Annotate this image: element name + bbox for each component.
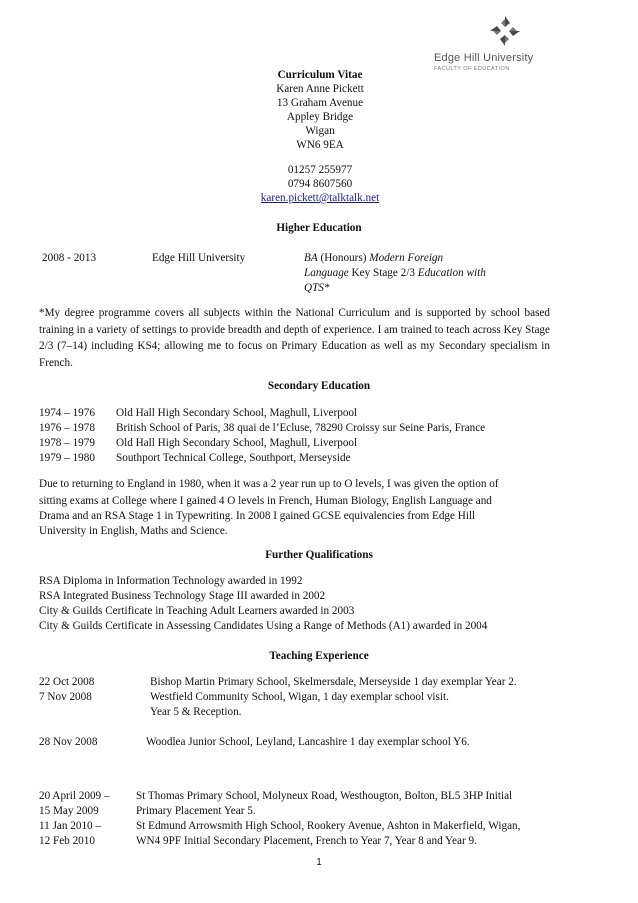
secondary-note-line: Drama and an RSA Stage 1 in Typewriting. In 2008 I gained GCSE equivalencies from Edge Hill [39,510,476,522]
secondary-note-line: Due to returning to England in 1980, when it was a 2 year run up to O levels, I was given the option of [39,478,499,490]
phone-landline: 01257 255977 [287,164,353,176]
secondary-row-school: Old Hall High Secondary School, Maghull, Liverpool [116,437,358,449]
teaching-date: 12 Feb 2010 [39,835,95,847]
secondary-note-line: University in English, Maths and Science. [39,525,228,537]
secondary-row-school: Old Hall High Secondary School, Maghull, Liverpool [116,407,358,419]
secondary-note-line: sitting exams at College where I gained 4 O levels in French, Human Biology, English Language and [39,495,492,507]
secondary-row-dates: 1978 – 1979 [39,437,95,449]
teaching-detail: St Thomas Primary School, Molyneux Road, Westhougton, Bolton, BL5 3HP Initial [136,790,513,802]
degree-line-1: BA (Honours) Modern Foreign [304,252,444,264]
teaching-detail: Woodlea Junior School, Leyland, Lancashire 1 day exemplar school Y6. [146,736,470,748]
teaching-date: 11 Jan 2010 – [39,820,102,832]
teaching-date: 20 April 2009 – [39,790,110,802]
logo-subtitle: FACULTY OF EDUCATION [434,66,510,72]
degree-line-2: Language Key Stage 2/3 Education with [304,267,486,279]
full-name: Karen Anne Pickett [276,83,364,95]
address-line-3: Wigan [305,125,335,137]
teaching-date: 7 Nov 2008 [39,691,92,703]
cv-title: Curriculum Vitae [277,69,363,81]
secondary-row-dates: 1979 – 1980 [39,452,95,464]
secondary-row-school: British School of Paris, 38 quai de l’Ecluse, 78290 Croissy sur Seine Paris, France [116,422,486,434]
further-qualifications-heading: Further Qualifications [265,549,373,561]
qualification-item: RSA Diploma in Information Technology awarded in 1992 [39,575,303,587]
higher-education-institution: Edge Hill University [152,252,246,264]
logo-name: Edge Hill University [434,52,534,64]
degree-line-3: QTS* [304,282,330,294]
teaching-detail: WN4 9PF Initial Secondary Placement, French to Year 7, Year 8 and Year 9. [136,835,477,847]
teaching-detail: Primary Placement Year 5. [136,805,256,817]
higher-education-heading: Higher Education [276,222,362,234]
qualification-item: City & Guilds Certificate in Assessing Candidates Using a Range of Methods (A1) awarded in 2004 [39,620,488,632]
teaching-date: 28 Nov 2008 [39,736,98,748]
address-line-1: 13 Graham Avenue [276,97,364,109]
teaching-detail: St Edmund Arrowsmith High School, Rookery Avenue, Ashton in Makerfield, Wigan, [136,820,521,832]
secondary-row-dates: 1976 – 1978 [39,422,95,434]
teaching-experience-heading: Teaching Experience [269,650,369,662]
degree-note-paragraph: *My degree programme covers all subjects within the National Curriculum and is supported by school based training in a variety of settings to provide breadth and depth of experience. I am trained to teach across Key Stage 2/3 (7–14) including KS4; allowing me to focus on Primary Education as well as my Secondary specialism in French. [39,307,550,369]
phone-mobile: 0794 8607560 [287,178,353,190]
teaching-detail: Westfield Community School, Wigan, 1 day exemplar school visit. [150,691,449,703]
university-logo [434,14,634,74]
secondary-row-school: Southport Technical College, Southport, Merseyside [116,452,351,464]
edge-hill-pinwheel-icon [488,14,522,48]
teaching-date: 15 May 2009 [39,805,99,817]
teaching-detail: Bishop Martin Primary School, Skelmersdale, Merseyside 1 day exemplar Year 2. [150,676,517,688]
email-link[interactable]: karen.pickett@talktalk.net [260,192,380,204]
qualification-item: City & Guilds Certificate in Teaching Adult Learners awarded in 2003 [39,605,355,617]
address-line-2: Appley Bridge [286,111,354,123]
secondary-row-dates: 1974 – 1976 [39,407,95,419]
secondary-education-heading: Secondary Education [267,380,371,392]
page-number: 1 [316,857,322,868]
higher-education-dates: 2008 - 2013 [42,252,97,264]
teaching-date: 22 Oct 2008 [39,676,95,688]
qualification-item: RSA Integrated Business Technology Stage III awarded in 2002 [39,590,326,602]
teaching-detail: Year 5 & Reception. [150,706,242,718]
address-postcode: WN6 9EA [296,139,344,151]
